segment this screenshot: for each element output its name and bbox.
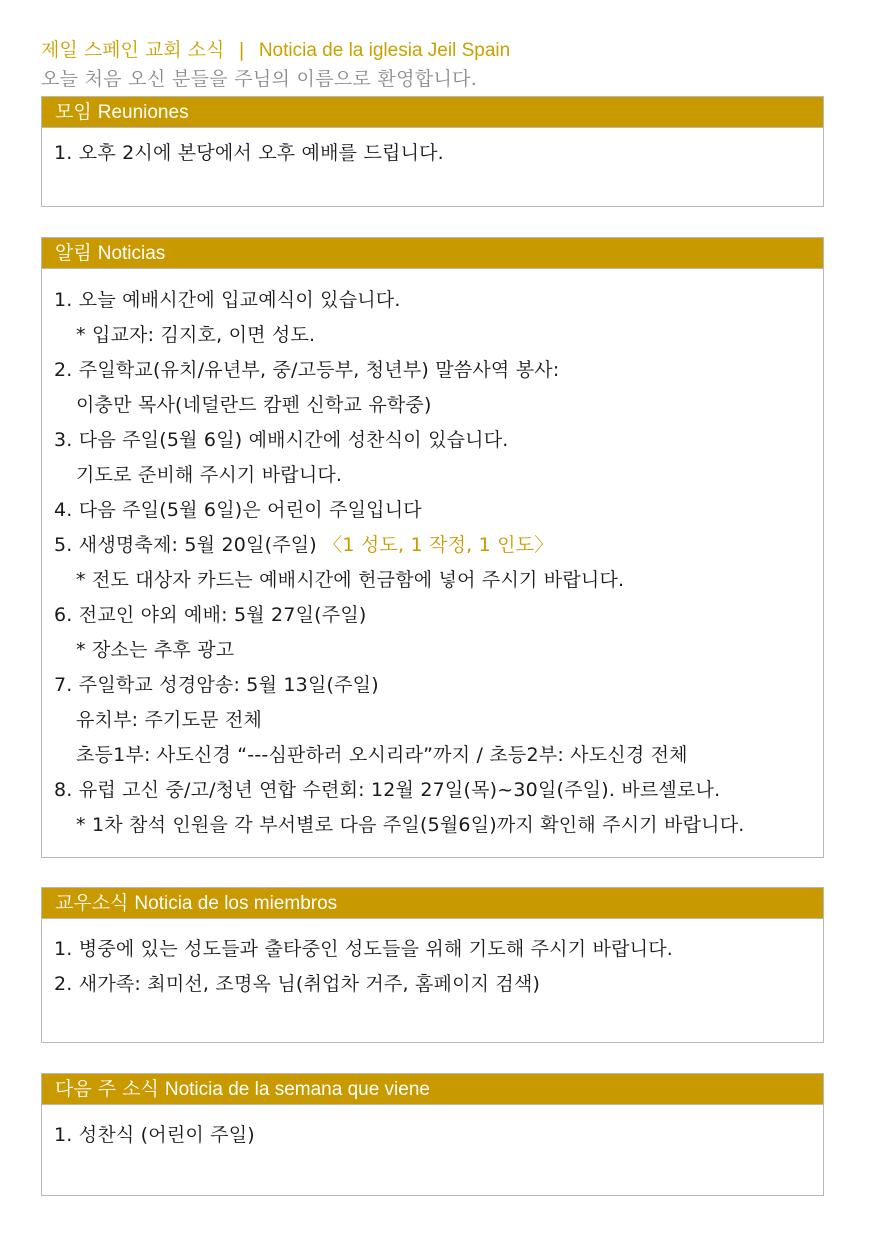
section-title-korean: 교우소식 xyxy=(55,892,129,914)
section-title-korean: 알림 xyxy=(55,242,92,264)
list-item-note: * 1차 참석 인원을 각 부서별로 다음 주일(5월6일)까지 확인해 주시기 바랍니다. xyxy=(76,814,745,836)
list-item: 3. 다음 주일(5월 6일) 예배시간에 성찬식이 있습니다. xyxy=(54,429,509,451)
title-separator: | xyxy=(238,39,245,61)
list-item: 6. 전교인 야외 예배: 5월 27일(주일) xyxy=(54,604,367,626)
list-item: 1. 성찬식 (어린이 주일) xyxy=(54,1124,255,1146)
highlight-motto: 〈1 성도, 1 작정, 1 인도〉 xyxy=(323,534,554,556)
list-item: 2. 새가족: 최미선, 조명옥 님(취업차 거주, 홈페이지 검색) xyxy=(54,973,541,995)
list-item: 1. 오늘 예배시간에 입교예식이 있습니다. xyxy=(54,289,401,311)
list-item-note: 초등1부: 사도신경 “---심판하러 오시리라”까지 / 초등2부: 사도신경 전체 xyxy=(76,744,688,766)
section-title-spanish: Reuniones xyxy=(97,102,189,123)
section-body xyxy=(42,919,823,1002)
list-item-note: * 전도 대상자 카드는 예배시간에 헌금함에 넣어 주시기 바랍니다. xyxy=(76,569,625,591)
section-next-week xyxy=(41,1073,824,1196)
list-item-note: * 입교자: 김지호, 이면 성도. xyxy=(76,324,316,346)
list-item: 2. 주일학교(유치/유년부, 중/고등부, 청년부) 말씀사역 봉사: xyxy=(54,359,560,381)
list-item-note: 기도로 준비해 주시기 바랍니다. xyxy=(76,464,343,486)
section-header xyxy=(42,97,823,128)
list-item xyxy=(54,528,823,563)
page-title xyxy=(41,36,510,65)
section-members xyxy=(41,887,824,1043)
welcome-subtitle: 오늘 처음 오신 분들을 주님의 이름으로 환영합니다. xyxy=(41,68,478,90)
list-item: 8. 유럽 고신 중/고/청년 연합 수련회: 12월 27일(목)~30일(주일). 바르셀로나. xyxy=(54,779,721,801)
list-item: 4. 다음 주일(5월 6일)은 어린이 주일입니다 xyxy=(54,499,422,521)
section-header xyxy=(42,888,823,919)
section-body xyxy=(42,269,823,843)
list-item-text: 5. 새생명축제: 5월 20일(주일) xyxy=(54,534,324,556)
list-item: 7. 주일학교 성경암송: 5월 13일(주일) xyxy=(54,674,379,696)
section-title-korean: 모임 xyxy=(55,101,92,123)
page-header xyxy=(41,36,510,93)
title-korean: 제일 스페인 교회 소식 xyxy=(41,39,225,61)
title-spanish: Noticia de la iglesia Jeil Spain xyxy=(258,40,511,61)
list-item-note: * 장소는 추후 광고 xyxy=(76,639,235,661)
list-item-note: 유치부: 주기도문 전체 xyxy=(76,709,263,731)
section-body xyxy=(42,128,823,171)
section-title-spanish: Noticias xyxy=(97,243,166,264)
list-item: 1. 병중에 있는 성도들과 출타중인 성도들을 위해 기도해 주시기 바랍니다. xyxy=(54,938,673,960)
section-header xyxy=(42,238,823,269)
section-header xyxy=(42,1074,823,1105)
list-item: 1. 오후 2시에 본당에서 오후 예배를 드립니다. xyxy=(54,142,444,164)
section-title-spanish: Noticia de los miembros xyxy=(134,893,338,914)
section-meetings xyxy=(41,96,824,207)
section-title-korean: 다음 주 소식 xyxy=(55,1078,159,1100)
list-item-note: 이충만 목사(네덜란드 캄펜 신학교 유학중) xyxy=(76,394,432,416)
section-notices xyxy=(41,237,824,858)
section-title-spanish: Noticia de la semana que viene xyxy=(164,1079,430,1100)
section-body xyxy=(42,1105,823,1153)
